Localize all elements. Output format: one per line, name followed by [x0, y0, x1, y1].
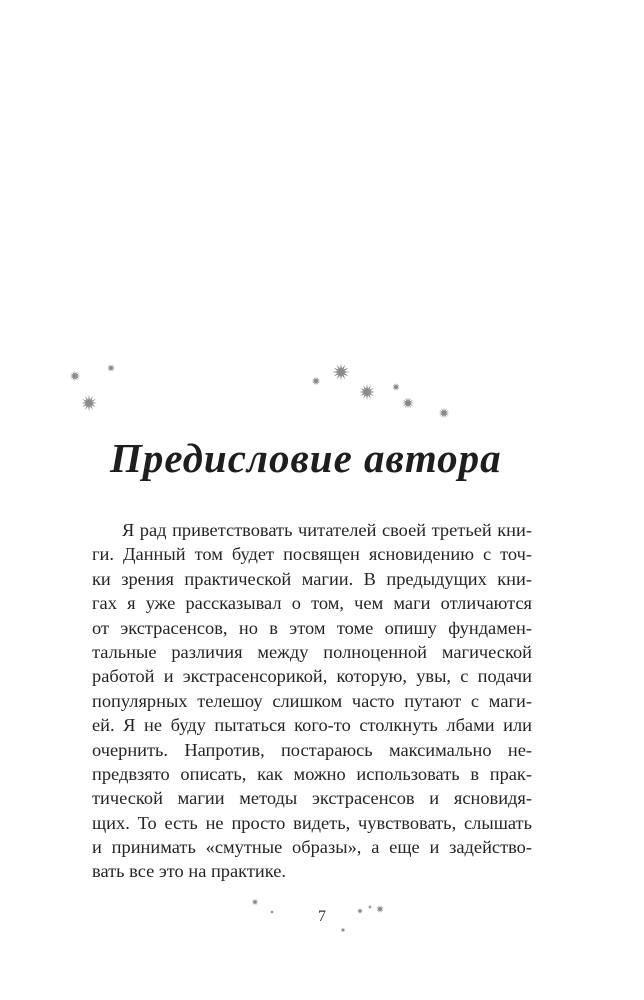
- star-icon: [341, 928, 346, 933]
- text-line: тальные различия между полноценной магической: [92, 641, 532, 662]
- body-paragraph: [92, 518, 532, 884]
- star-icon: [392, 383, 400, 391]
- text-line: очернить. Напротив, постараюсь максимально не-: [92, 739, 532, 760]
- star-icon: [107, 364, 115, 372]
- text-line: ги. Данный том будет посвящен ясновидению с точ-: [92, 544, 532, 565]
- text-line: популярных телешоу слишком часто путают с маги-: [92, 690, 532, 711]
- star-icon: [252, 899, 259, 906]
- text-line: от экстрасенсов, но в этом томе опишу фундамен-: [92, 617, 532, 638]
- text-line: ей. Я не буду пытаться кого-то столкнуть лбами или: [92, 715, 532, 736]
- star-icon: [402, 397, 414, 409]
- chapter-title: Предисловие автора: [110, 435, 502, 481]
- star-icon: [312, 377, 321, 386]
- star-icon: [70, 371, 81, 382]
- page-number: 7: [318, 908, 326, 925]
- text-line: вать все это на практике.: [92, 861, 286, 882]
- text-line: тической магии методы экстрасенсов и ясновидя-: [92, 788, 532, 809]
- text-line: работой и экстрасенсорикой, которую, увы, с подачи: [92, 666, 532, 687]
- text-line: Я рад приветствовать читателей своей третьей кни-: [122, 520, 532, 540]
- star-icon: [439, 408, 450, 419]
- text-line: ки зрения практической магии. В предыдущих кни-: [92, 568, 532, 589]
- text-line: и принимать «смутные образы», а еще и задейство-: [92, 837, 532, 858]
- text-line: гах я уже рассказывал о том, чем маги отличаются: [92, 593, 532, 614]
- star-icon: [333, 364, 350, 381]
- text-line: щих. То есть не просто видеть, чувствовать, слышать: [92, 812, 532, 833]
- text-line: предвзято описать, как можно использовать в прак-: [92, 763, 532, 784]
- star-icon: [81, 395, 97, 411]
- star-icon: [359, 384, 375, 400]
